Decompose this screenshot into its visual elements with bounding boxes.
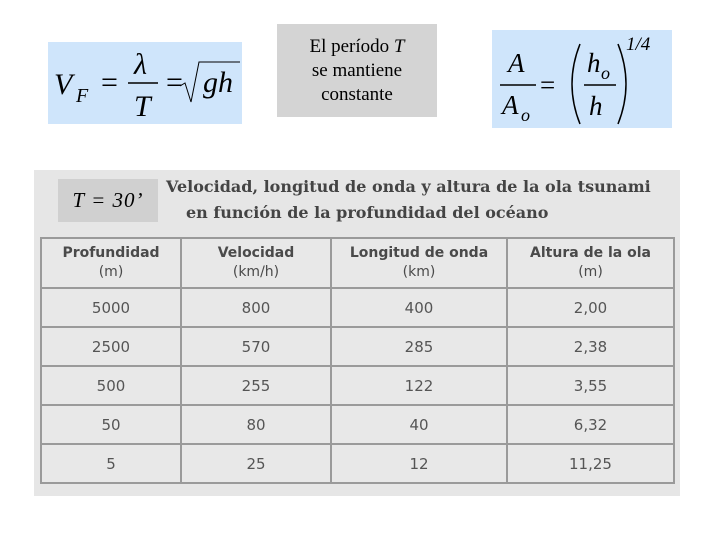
table-header-row bbox=[41, 238, 674, 288]
table-row bbox=[41, 444, 674, 483]
table-title-line1: Velocidad, longitud de onda y altura de la ola tsunami bbox=[166, 177, 651, 196]
tsunami-data-table bbox=[40, 237, 675, 484]
table-cell: 285 bbox=[331, 327, 507, 366]
right-paren bbox=[618, 44, 626, 124]
formula-numerator: λ bbox=[134, 48, 147, 81]
column-header: Longitud de onda (km) bbox=[331, 238, 507, 288]
table-cell: 50 bbox=[41, 405, 181, 444]
table-row bbox=[41, 288, 674, 327]
table-title bbox=[166, 174, 666, 226]
formula-equals: = bbox=[101, 66, 118, 99]
table-row bbox=[41, 405, 674, 444]
amplitude-formula bbox=[492, 30, 672, 128]
amp-denominator-sub: o bbox=[521, 105, 530, 125]
table-row bbox=[41, 366, 674, 405]
note-line3: constante bbox=[321, 83, 393, 105]
table-cell: 800 bbox=[181, 288, 331, 327]
formula-lhs-sub: F bbox=[76, 85, 89, 107]
period-note bbox=[277, 24, 437, 117]
table-cell: 40 bbox=[331, 405, 507, 444]
formula-equals-2: = bbox=[166, 66, 183, 99]
wave-speed-formula bbox=[48, 42, 242, 124]
table-cell: 255 bbox=[181, 366, 331, 405]
table-cell: 80 bbox=[181, 405, 331, 444]
note-line1: El período T bbox=[309, 35, 405, 57]
wave-speed-formula-graphic bbox=[48, 42, 242, 124]
column-header: Velocidad (km/h) bbox=[181, 238, 331, 288]
table-cell: 400 bbox=[331, 288, 507, 327]
amp-inner-numerator: h bbox=[587, 48, 601, 78]
amp-exponent: 1/4 bbox=[626, 34, 651, 55]
amp-numerator: A bbox=[508, 48, 525, 78]
table-cell: 2,38 bbox=[507, 327, 674, 366]
left-paren bbox=[572, 44, 580, 124]
table-row bbox=[41, 327, 674, 366]
column-header: Profundidad (m) bbox=[41, 238, 181, 288]
table-cell: 6,32 bbox=[507, 405, 674, 444]
table-cell: 11,25 bbox=[507, 444, 674, 483]
formula-lhs: V bbox=[54, 68, 73, 101]
amp-inner-numerator-sub: o bbox=[601, 63, 610, 83]
table-cell: 2,00 bbox=[507, 288, 674, 327]
table-cell: 12 bbox=[331, 444, 507, 483]
table-cell: 3,55 bbox=[507, 366, 674, 405]
table-cell: 2500 bbox=[41, 327, 181, 366]
formula-denominator: T bbox=[134, 90, 151, 123]
formula-radicand: gh bbox=[203, 66, 233, 99]
note-line2: se mantiene bbox=[311, 59, 403, 81]
amp-equals: = bbox=[540, 70, 556, 100]
period-label: T = 30’ bbox=[58, 179, 158, 222]
table-cell: 25 bbox=[181, 444, 331, 483]
table-cell: 122 bbox=[331, 366, 507, 405]
table-cell: 500 bbox=[41, 366, 181, 405]
table-title-line2: en función de la profundidad del océano bbox=[186, 203, 549, 222]
table-cell: 570 bbox=[181, 327, 331, 366]
amplitude-formula-graphic bbox=[492, 30, 672, 128]
table-cell: 5000 bbox=[41, 288, 181, 327]
amp-denominator: A bbox=[502, 90, 519, 120]
table-cell: 5 bbox=[41, 444, 181, 483]
amp-inner-denominator: h bbox=[589, 91, 603, 121]
column-header: Altura de la ola (m) bbox=[507, 238, 674, 288]
